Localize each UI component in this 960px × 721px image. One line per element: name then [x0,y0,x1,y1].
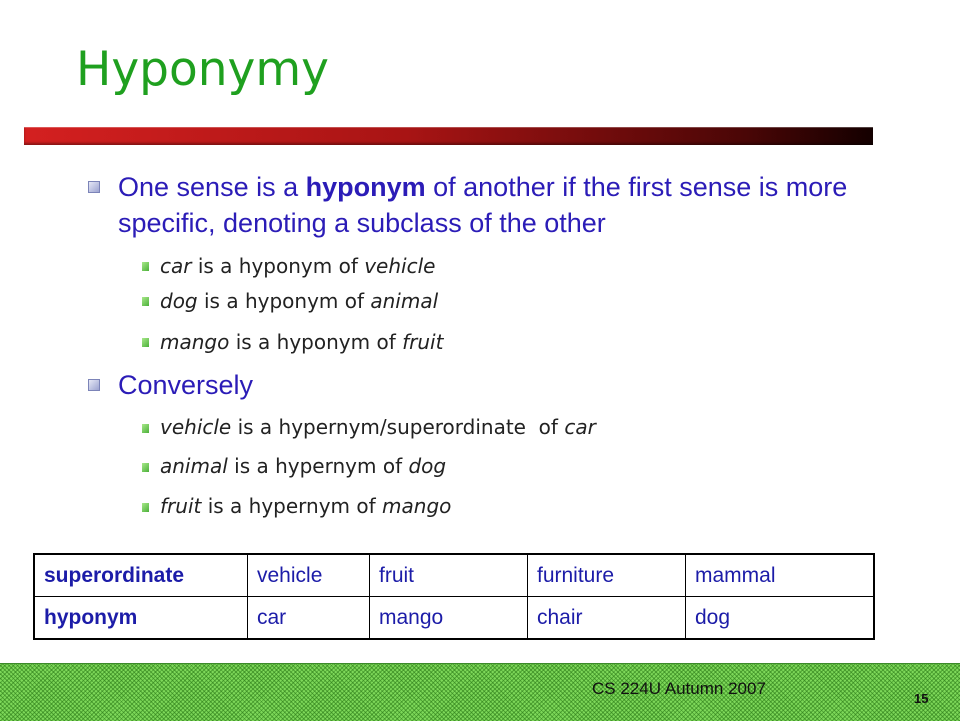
target-term: car [564,415,596,439]
table-cell: fruit [370,554,528,597]
target-term: fruit [402,330,444,354]
term: dog [160,289,198,313]
sub-bullet-item [160,252,435,280]
table-cell: mango [370,597,528,640]
target-term: vehicle [364,254,436,278]
target-term: mango [382,494,452,518]
table-cell: car [248,597,370,640]
term: mango [160,330,230,354]
relation-text: is a hyponym of [191,254,365,278]
sub-bullet-item [160,492,451,520]
bullet-hyponym-definition [118,169,898,241]
bullet-text-pre: One sense is a [118,172,306,202]
table-cell: furniture [528,554,686,597]
sub-bullet-icon [142,262,149,271]
sub-bullet-icon [142,424,149,433]
sub-bullet-icon [142,297,149,306]
relation-text: is a hyponym of [229,330,403,354]
bullet-square-icon [88,181,100,193]
target-term: dog [408,454,447,478]
hypernym-table [33,553,875,640]
sub-bullet-icon [142,463,149,472]
page-number: 15 [914,691,929,706]
term: fruit [160,494,202,518]
table-cell: dog [686,597,875,640]
target-term: animal [370,289,439,313]
table-cell: mammal [686,554,875,597]
bullet-square-icon [88,379,100,391]
sub-bullet-item [160,287,438,315]
table-row [34,554,874,597]
bullet-conversely: Conversely [118,370,254,400]
table-cell: chair [528,597,686,640]
term: vehicle [160,415,232,439]
sub-bullet-item [160,328,443,356]
relation-text: is a hypernym/superordinate of [231,415,565,439]
table-row-header: superordinate [34,554,248,597]
sub-bullet-icon [142,503,149,512]
sub-bullet-item [160,452,446,480]
term: animal [160,454,228,478]
bullet-text-bold: hyponym [305,172,426,202]
relation-text: is a hypernym of [227,454,409,478]
bullet-text-post: of another if the first sense is more specific, denoting a subclass of the other [118,172,848,238]
relation-text: is a hyponym of [197,289,371,313]
footer-course: CS 224U Autumn 2007 [592,679,766,698]
table-row [34,597,874,640]
slide-title: Hyponymy [76,42,329,97]
term: car [160,254,192,278]
footer-band [0,663,960,721]
table-cell: vehicle [248,554,370,597]
sub-bullet-item [160,413,596,441]
table-row-header: hyponym [34,597,248,640]
title-underline-bar [24,127,873,145]
relation-text: is a hypernym of [201,494,383,518]
sub-bullet-icon [142,338,149,347]
